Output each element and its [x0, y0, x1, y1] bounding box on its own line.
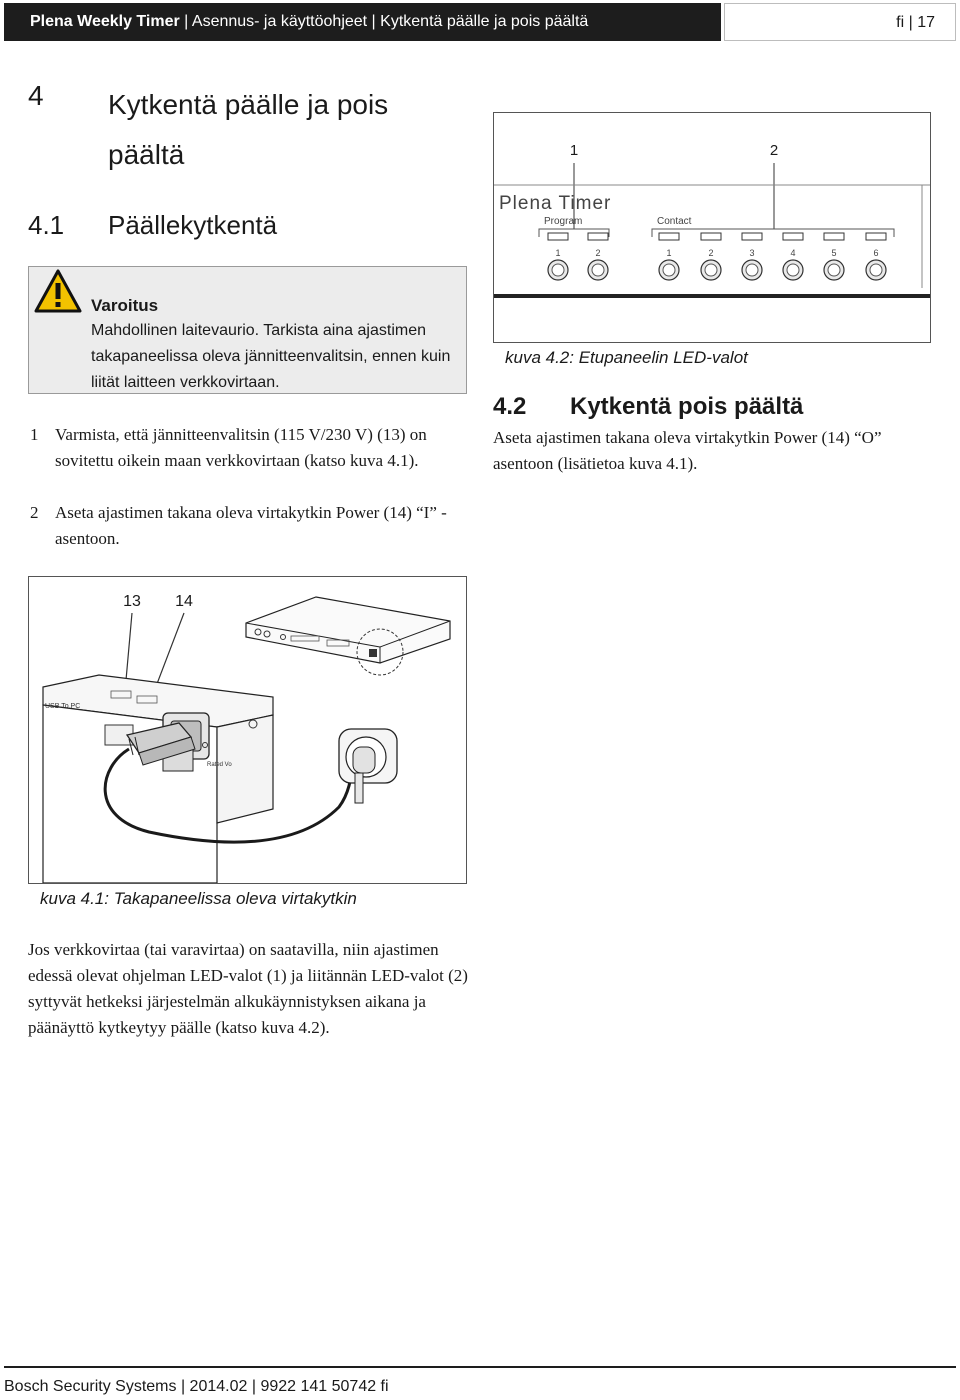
contact-led — [701, 233, 721, 240]
footer-rule — [4, 1366, 956, 1368]
program-button-cap — [552, 264, 564, 276]
section-number: 4 — [28, 80, 44, 111]
header-manual: Asennus- ja käyttöohjeet — [191, 13, 368, 30]
warning-icon — [33, 268, 83, 314]
contact-number: 6 — [873, 248, 879, 258]
program-number: 1 — [555, 248, 561, 258]
subsection-number: 4.2 — [493, 393, 527, 420]
warning-box — [28, 266, 467, 394]
rear-panel-zoom — [43, 675, 397, 883]
usb-label: USB To PC — [45, 703, 81, 710]
body-paragraph: Jos verkkovirtaa (tai varavirtaa) on saatavilla, niin ajastimen edessä olevat ohjelman LED-valot (1) ja liitännän LED-valot (2) syttyvät hetkeksi järjestelmän alkukäynnistyksen aikana ja päänäyttö kytkeytyy päälle (katso kuva 4.2). — [28, 940, 468, 1037]
subsection-body: Aseta ajastimen takana oleva virtakytkin Power (14) “O” asentoon (lisätietoa kuva 4.1). — [493, 428, 882, 473]
program-number: 2 — [595, 248, 601, 258]
contact-button-cap — [787, 264, 799, 276]
section-title: Kytkentä päälle ja pois päältä — [108, 89, 389, 170]
contact-number: 3 — [749, 248, 755, 258]
contact-led — [659, 233, 679, 240]
contact-button-cap — [828, 264, 840, 276]
footer-lang: fi — [376, 1378, 389, 1395]
footer-docnum: 9922 141 50742 — [260, 1378, 377, 1395]
warning-title: Varoitus — [91, 296, 159, 315]
subsection-title: Päällekytkentä — [108, 210, 278, 240]
header-product: Plena Weekly Timer — [30, 13, 180, 30]
step-text: Aseta ajastimen takana oleva virtakytkin Power (14) “I” -asentoon. — [55, 503, 447, 548]
contact-number: 1 — [666, 248, 672, 258]
page-number-box — [724, 3, 956, 41]
contact-button-cap — [746, 264, 758, 276]
device-name: Plena Timer — [499, 193, 612, 214]
program-led — [588, 233, 608, 240]
footer — [4, 1378, 389, 1396]
callout-13: 13 — [123, 593, 141, 610]
contact-number: 5 — [831, 248, 837, 258]
program-button-cap — [592, 264, 604, 276]
contact-button-cap — [870, 264, 882, 276]
subsection-number: 4.1 — [28, 210, 65, 240]
footer-separator: | — [247, 1378, 261, 1395]
device-overview — [246, 597, 450, 675]
figure-caption: kuva 4.1: Takapaneelissa oleva virtakytkin — [40, 889, 357, 908]
front-panel-figure — [493, 112, 931, 343]
rear-panel-figure — [28, 576, 467, 884]
footer-date: 2014.02 — [189, 1378, 248, 1395]
footer-company: Bosch Security Systems — [4, 1378, 177, 1395]
step-text: Varmista, että jännitteenvalitsin (115 V/230 V) (13) on sovitettu oikein maan verkkovirtaan (katso kuva 4.1). — [55, 425, 427, 470]
contact-number: 4 — [790, 248, 796, 258]
footer-separator: | — [176, 1378, 190, 1395]
contact-button-cap — [663, 264, 675, 276]
running-header — [4, 3, 721, 41]
step-number: 1 — [30, 425, 39, 444]
contact-bracket — [652, 229, 894, 237]
callout-1: 1 — [569, 142, 579, 159]
figure-caption: kuva 4.2: Etupaneelin LED-valot — [505, 348, 748, 367]
contact-label: Contact — [657, 216, 692, 227]
subsection-title: Kytkentä pois päältä — [570, 393, 804, 420]
rated-label: Rated Vo — [207, 762, 232, 768]
contact-led — [866, 233, 886, 240]
contact-led — [783, 233, 803, 240]
warning-text: Mahdollinen laitevaurio. Tarkista aina ajastimen takapaneelissa oleva jännitteenvalitsin, ennen kuin liität laitteen verkkovirtaan. — [91, 322, 451, 391]
header-page-separator: | — [904, 14, 918, 31]
rear-panel-drawing — [29, 577, 466, 883]
header-chapter: Kytkentä päälle ja pois päältä — [380, 13, 589, 30]
header-separator: | — [367, 13, 381, 30]
header-separator: | — [179, 13, 192, 30]
step-number: 2 — [30, 503, 39, 522]
contact-button-cap — [705, 264, 717, 276]
contact-led — [742, 233, 762, 240]
program-label: Program — [544, 216, 583, 227]
callout-2: 2 — [769, 142, 779, 159]
contact-number: 2 — [708, 248, 714, 258]
contact-led — [824, 233, 844, 240]
header-lang: fi — [896, 14, 905, 31]
front-panel-drawing — [494, 113, 930, 342]
callout-14: 14 — [175, 593, 193, 610]
page-number: 17 — [917, 14, 935, 31]
program-led — [548, 233, 568, 240]
led-group — [548, 233, 886, 280]
